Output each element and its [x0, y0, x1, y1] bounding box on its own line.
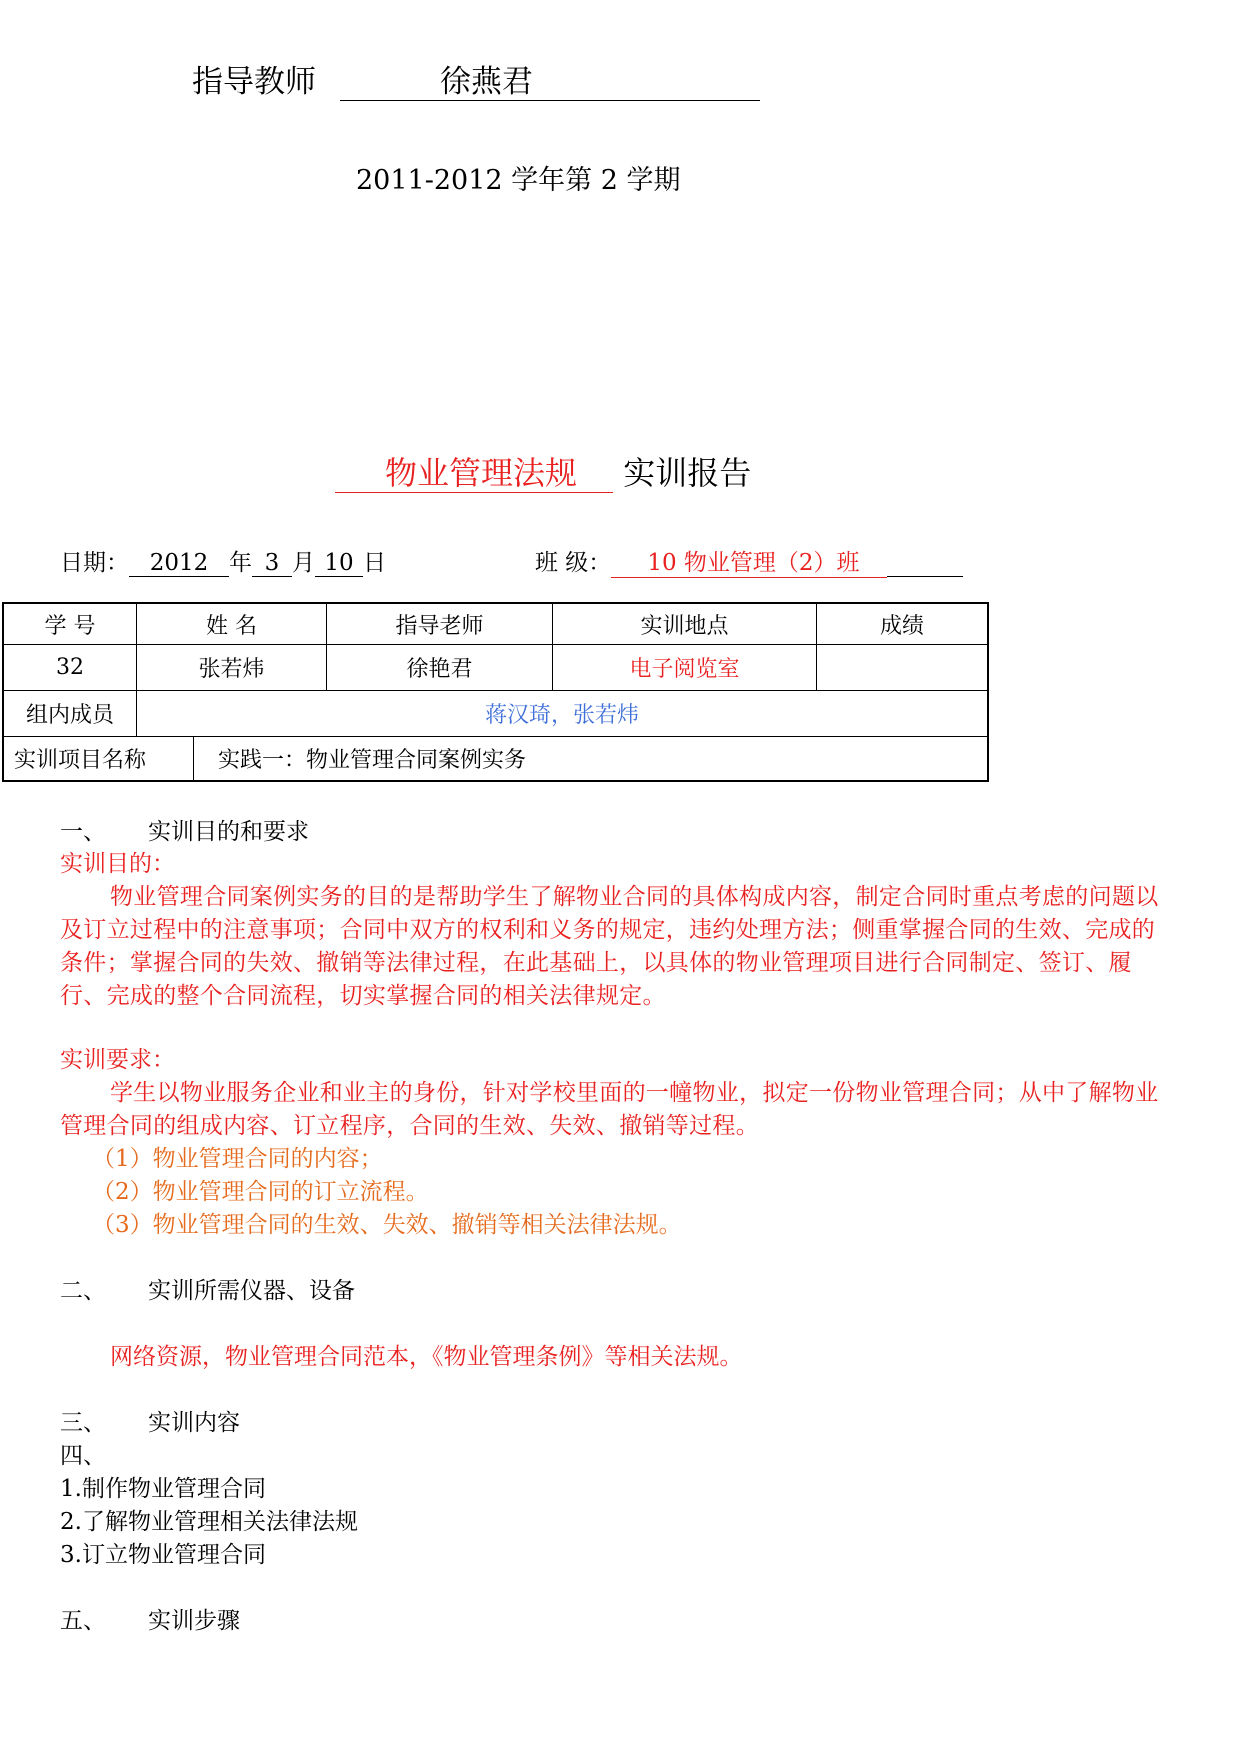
header-name: 姓 名 [137, 604, 327, 645]
month-value: 3 [264, 550, 280, 576]
content-item-1: 1.制作物业管理合同 [60, 1476, 266, 1502]
report-title [335, 448, 751, 494]
cell-grade [817, 645, 987, 691]
class-underline-tail [887, 550, 963, 577]
section-1-num: 一、 [60, 819, 106, 845]
advisor-label: 指导教师 [192, 64, 316, 100]
requirement-item-1: （1）物业管理合同的内容； [92, 1146, 383, 1172]
date-label: 日期： [60, 550, 129, 576]
section-5-title: 实训步骤 [148, 1608, 240, 1634]
day-field [315, 550, 363, 577]
members-value: 蒋汉琦，张若炜 [137, 691, 987, 737]
class-field [611, 544, 887, 578]
project-value: 实践一：物业管理合同案例实务 [218, 748, 527, 773]
section-2-title: 实训所需仪器、设备 [148, 1278, 355, 1304]
title-suffix: 实训报告 [623, 454, 752, 492]
advisor-name-field [340, 64, 760, 101]
section-5-num: 五、 [60, 1608, 106, 1634]
requirement-item-2: （2）物业管理合同的订立流程。 [92, 1179, 429, 1205]
section-1-heading [60, 816, 309, 849]
project-label: 实训项目名称 [4, 737, 194, 780]
month-unit: 月 [292, 550, 315, 576]
class-line [535, 544, 963, 578]
class-label: 班 级： [535, 550, 612, 576]
year-value: 2012 [149, 550, 209, 576]
class-value: 10 物业管理（2）班 [647, 550, 860, 576]
course-name [335, 454, 613, 493]
section-5-heading [60, 1605, 240, 1638]
year-field [129, 550, 229, 577]
cell-name: 张若炜 [137, 645, 327, 691]
content-item-3: 3.订立物业管理合同 [60, 1542, 266, 1568]
year-unit: 年 [229, 550, 252, 576]
date-line [60, 544, 386, 577]
cell-student-id: 32 [4, 645, 137, 691]
cell-advisor: 徐艳君 [327, 645, 553, 691]
requirement-label: 实训要求： [60, 1047, 175, 1073]
section-3-heading [60, 1407, 240, 1440]
header-student-id: 学 号 [4, 604, 137, 645]
header-grade: 成绩 [817, 604, 987, 645]
header-location: 实训地点 [553, 604, 817, 645]
section-1-title: 实训目的和要求 [148, 819, 309, 845]
content-item-2: 2.了解物业管理相关法律法规 [60, 1509, 358, 1535]
purpose-text: 物业管理合同案例实务的目的是帮助学生了解物业合同的具体构成内容，制定合同时重点考虑的问题以及订立过程中的注意事项；合同中双方的权利和义务的规定，违约处理方法；侧重掌握合同的生效、完成的条件；掌握合同的失效、撤销等法律过程，在此基础上，以具体的物业管理项目进行合同制定、签订、履行、完成的整个合同流程，切实掌握合同的相关法律规定。 [60, 884, 1159, 1009]
day-unit: 日 [363, 550, 386, 576]
purpose-label: 实训目的： [60, 851, 175, 877]
section-2-num: 二、 [60, 1278, 106, 1304]
header-advisor: 指导老师 [327, 604, 553, 645]
advisor-name: 徐燕君 [439, 64, 533, 100]
term-line: 2011-2012 学年第 2 学期 [356, 165, 681, 196]
info-table [2, 602, 989, 782]
section-3-title: 实训内容 [148, 1410, 240, 1436]
members-label: 组内成员 [4, 691, 137, 737]
requirement-text: 学生以物业服务企业和业主的身份，针对学校里面的一幢物业，拟定一份物业管理合同；从中了解物业管理合同的组成内容、订立程序，合同的生效、失效、撤销等过程。 [60, 1080, 1159, 1139]
section-3-num: 三、 [60, 1410, 106, 1436]
month-field [252, 550, 292, 577]
equipment-text: 网络资源，物业管理合同范本，《物业管理条例》等相关法规。 [110, 1344, 743, 1370]
day-value: 10 [324, 550, 354, 576]
cell-location: 电子阅览室 [553, 645, 817, 691]
requirement-item-3: （3）物业管理合同的生效、失效、撤销等相关法律法规。 [92, 1212, 682, 1238]
section-4-num: 四、 [60, 1443, 106, 1469]
section-2-heading [60, 1275, 355, 1308]
advisor-line [192, 56, 760, 101]
course-name-text: 物业管理法规 [385, 454, 578, 492]
